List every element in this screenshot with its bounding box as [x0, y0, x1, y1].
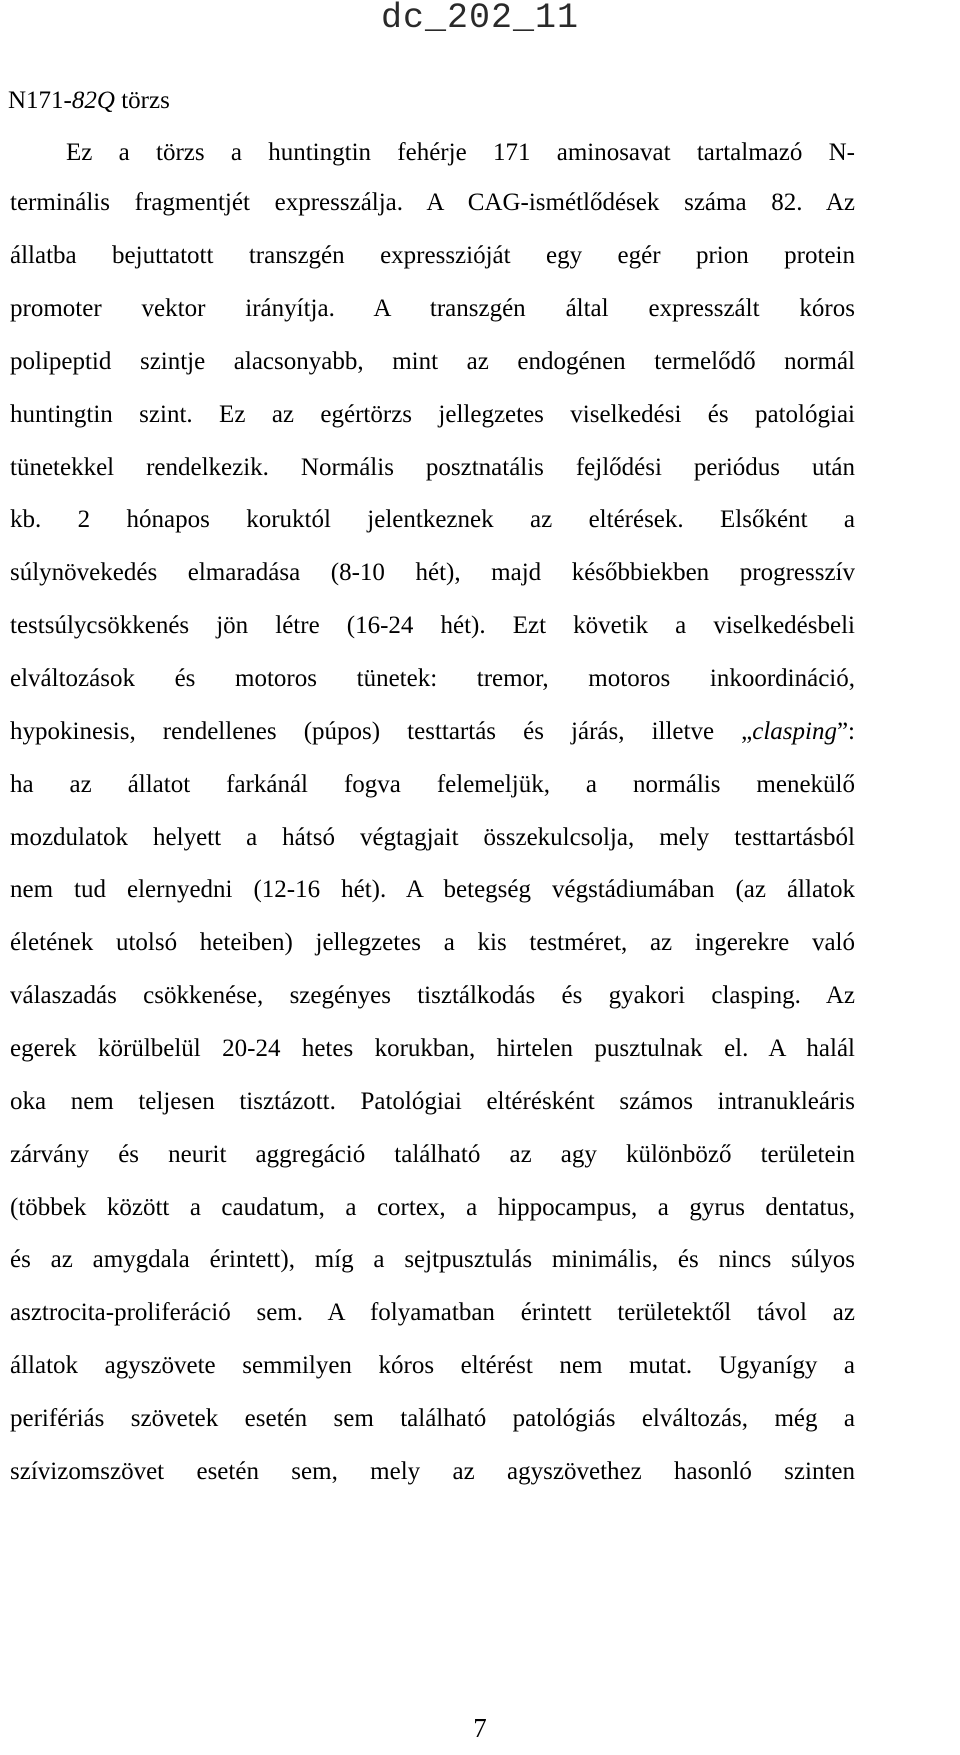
- section-heading-italic: 82Q: [71, 87, 115, 114]
- paragraph-line: szívizomszövet esetén sem, mely az agyszövethez hasonló szinten: [10, 1458, 855, 1485]
- paragraph-line: állatba bejuttatott transzgén expresszióját egy egér prion protein: [10, 242, 855, 269]
- paragraph-line: testsúlycsökkenés jön létre (16-24 hét). Ezt követik a viselkedésbeli: [10, 612, 855, 639]
- paragraph-line: mozdulatok helyett a hátsó végtagjait összekulcsolja, mely testtartásból: [10, 824, 855, 851]
- paragraph-line: életének utolsó heteiben) jellegzetes a kis testméret, az ingerekre való: [10, 929, 855, 956]
- paragraph-line: oka nem teljesen tisztázott. Patológiai eltérésként számos intranukleáris: [10, 1088, 855, 1115]
- paragraph-line: tünetekkel rendelkezik. Normális posztnatális fejlődési periódus után: [10, 454, 855, 481]
- page-number: 7: [473, 1713, 487, 1743]
- paragraph-line: ha az állatot farkánál fogva felemeljük, a normális menekülő: [10, 771, 855, 798]
- paragraph-line: elváltozások és motoros tünetek: tremor, motoros inkoordináció,: [10, 665, 855, 692]
- paragraph-line: zárvány és neurit aggregáció található az agy különböző területein: [10, 1141, 855, 1168]
- paragraph-line: (többek között a caudatum, a cortex, a hippocampus, a gyrus dentatus,: [10, 1194, 855, 1221]
- paragraph-line: asztrocita-proliferáció sem. A folyamatban érintett területektől távol az: [10, 1299, 855, 1326]
- paragraph-line: perifériás szövetek esetén sem található patológiás elváltozás, még a: [10, 1405, 855, 1432]
- paragraph-line-text: ”:: [836, 718, 855, 745]
- section-heading-prefix: N171-: [8, 87, 72, 114]
- paragraph-line: és az amygdala érintett), míg a sejtpusztulás minimális, és nincs súlyos: [10, 1246, 855, 1273]
- paragraph-line: egerek körülbelül 20-24 hetes korukban, hirtelen pusztulnak el. A halál: [10, 1035, 855, 1062]
- paragraph-line: promoter vektor irányítja. A transzgén által expresszált kóros: [10, 295, 855, 322]
- document-id-header: dc_202_11: [380, 0, 580, 38]
- paragraph-line: állatok agyszövete semmilyen kóros eltérést nem mutat. Ugyanígy a: [10, 1352, 855, 1379]
- section-heading-suffix: törzs: [114, 87, 170, 114]
- paragraph-line: kb. 2 hónapos koruktól jelentkeznek az eltérések. Elsőként a: [10, 506, 855, 533]
- section-heading: [8, 86, 170, 116]
- paragraph-line: súlynövekedés elmaradása (8-10 hét), majd későbbiekben progresszív: [10, 559, 855, 586]
- paragraph-line: Ez a törzs a huntingtin fehérje 171 aminosavat tartalmazó N-: [66, 139, 855, 166]
- paragraph-line: huntingtin szint. Ez az egértörzs jellegzetes viselkedési és patológiai: [10, 401, 855, 428]
- paragraph-line: nem tud elernyedni (12-16 hét). A betegség végstádiumában (az állatok: [10, 876, 855, 903]
- paragraph-line: válaszadás csökkenése, szegényes tisztálkodás és gyakori clasping. Az: [10, 982, 855, 1009]
- paragraph-line: terminális fragmentjét expresszálja. A CAG-ismétlődések száma 82. Az: [10, 189, 855, 216]
- paragraph-line: polipeptid szintje alacsonyabb, mint az endogénen termelődő normál: [10, 348, 855, 375]
- paragraph-line: [10, 716, 855, 748]
- paragraph-line-text: hypokinesis, rendellenes (púpos) testtartás és járás, illetve „: [10, 718, 753, 745]
- clasping-term: clasping: [752, 718, 837, 745]
